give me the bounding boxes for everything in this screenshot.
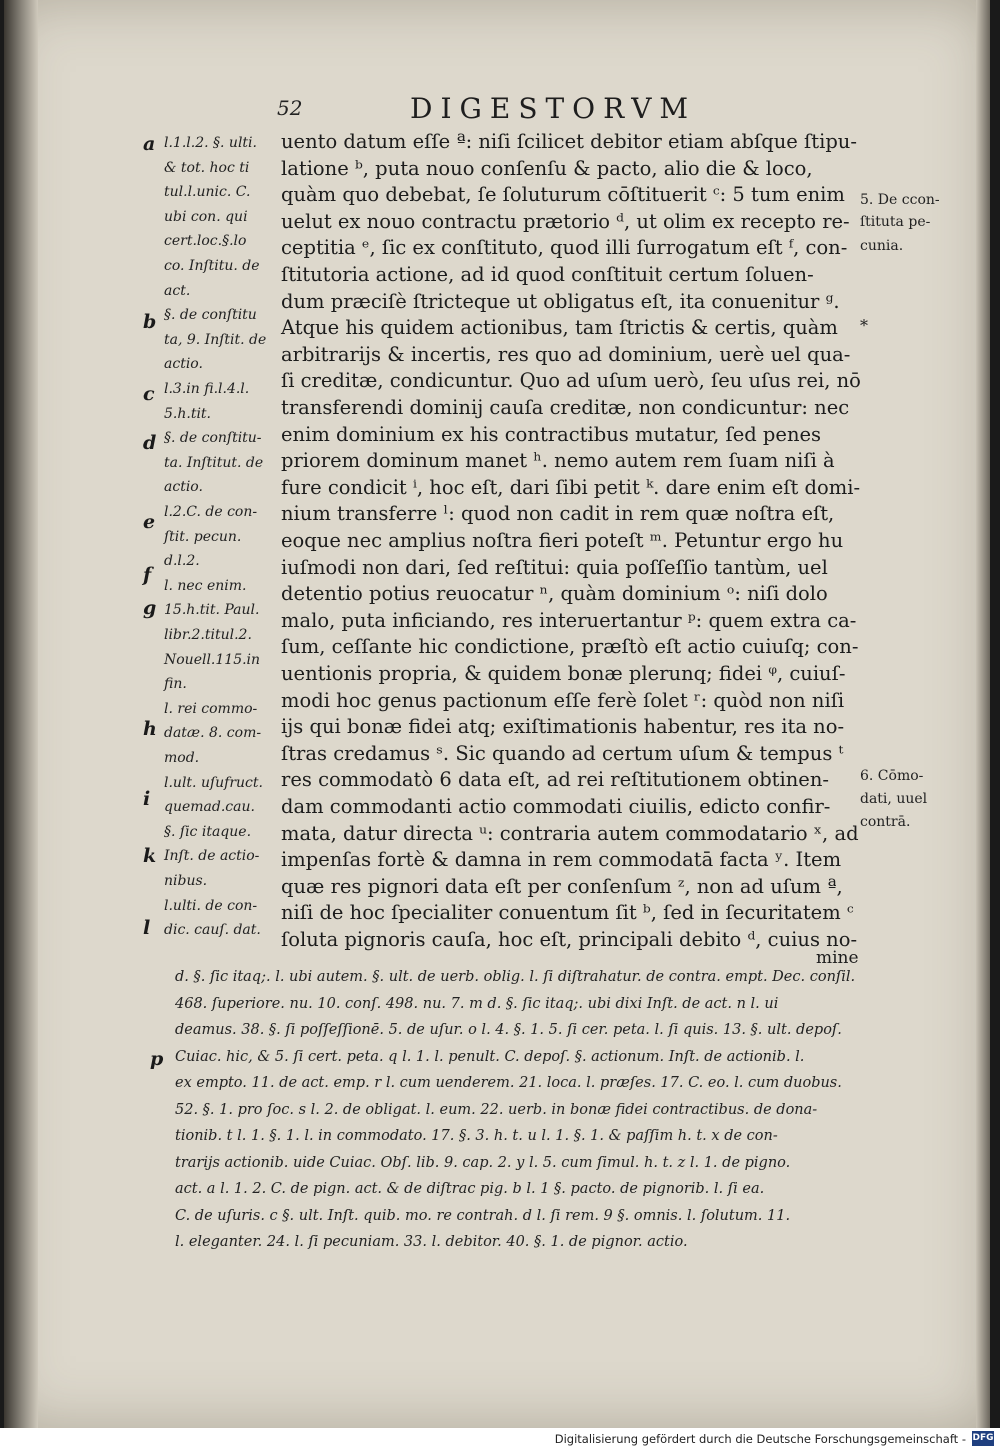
side-note-line: §. ſic itaque.	[164, 823, 252, 840]
text-line: res commodatò 6 data eſt, ad rei reſtitutionem obtinen-	[281, 768, 829, 792]
text-line: fure condicit ⁱ, hoc eſt, dari ſibi petit ᵏ. dare enim eſt domi-	[281, 475, 861, 499]
right-note-line: dati, uuel	[860, 791, 928, 807]
dfg-logo: DFG	[972, 1431, 994, 1446]
right-note-line: contrā.	[860, 814, 911, 830]
bottom-note-line: tionib. t l. 1. §. 1. l. in commodato. 17. §. 3. h. t. u l. 1. §. 1. & paſſim h. t. x de con-	[175, 1128, 778, 1144]
text-line: niſi de hoc ſpecialiter conuentum ſit ᵇ, ſed in ſecuritatem ᶜ	[281, 901, 854, 925]
text-line: arbitrarijs & incertis, res quo ad dominium, uerè uel qua-	[281, 342, 851, 366]
bottom-note-line: 468. ſuperiore. nu. 10. conſ. 498. nu. 7. m d. §. ſic itaq;. ubi dixi Inſt. de act. n l. ui	[175, 995, 779, 1012]
text-line: latione ᵇ, puta nouo conſenſu & pacto, alio die & loco,	[281, 156, 813, 180]
side-note-line: 5.h.tit.	[164, 405, 212, 422]
side-note-line: act.	[164, 282, 191, 299]
side-note-line: d.l.2.	[164, 553, 200, 570]
text-line: ſum, ceſſante hic condictione, præſtò eſt actio cuiuſq; con-	[281, 635, 859, 659]
text-line: eoque nec amplius noſtra fieri poteſt ᵐ. Petuntur ergo hu	[281, 529, 844, 552]
bottom-note-line: d. §. ſic itaq;. l. ubi autem. §. ult. de uerb. oblig. l. ſi diſtrahatur. de contra. empt. Dec. conſil.	[175, 969, 856, 985]
side-note-letter: k	[143, 845, 157, 867]
side-note-line: ſtit. pecun.	[164, 528, 242, 545]
side-note-line: actio.	[164, 479, 203, 496]
text-line: modi hoc genus pactionum eſſe ferè ſolet ʳ: quòd non niſi	[281, 688, 845, 712]
side-note-line: ta. Inſtitut. de	[164, 454, 264, 471]
side-note-line: ta, 9. Inſtit. de	[164, 331, 267, 348]
side-note-line: Nouell.115.in	[164, 651, 261, 668]
side-note-line: 15.h.tit. Paul.	[164, 602, 260, 619]
bottom-note-line: Cuiac. hic, & 5. ſi cert. peta. q l. 1. l. penult. C. depoſ. §. actionum. Inſt. de actionib. l.	[175, 1048, 805, 1065]
text-line: ſi creditæ, condicuntur. Quo ad uſum uerò, ſeu uſus rei, nō	[281, 369, 861, 393]
side-note-letter: a	[143, 133, 156, 155]
side-note-letter: d	[143, 432, 157, 454]
side-note-line: §. de conſtitu-	[164, 430, 262, 447]
margin-asterisk: *	[860, 316, 868, 335]
bottom-note-line: l. eleganter. 24. l. ſi pecuniam. 33. l. debitor. 40. §. 1. de pignor. actio.	[175, 1234, 688, 1250]
side-note-letter: h	[143, 718, 157, 740]
side-note-line: nibus.	[164, 873, 208, 889]
bottom-note-line: trarijs actionib. uide Cuiac. Obſ. lib. 9. cap. 2. y l. 5. cum ſimul. h. t. z l. 1. de pigno.	[175, 1154, 791, 1171]
side-note-line: l.2.C. de con-	[164, 504, 258, 520]
book-spine-shadow	[4, 0, 38, 1428]
side-note-line: Inſt. de actio-	[164, 848, 260, 865]
right-note-line: 6. Cōmo-	[860, 768, 924, 784]
side-note-line: ubi con. qui	[164, 208, 248, 225]
text-line: Atque his quidem actionibus, tam ſtrictis & certis, quàm	[281, 316, 838, 340]
text-line: dum præciſè ſtricteque ut obligatus eſt, ita conuenitur ᵍ.	[281, 289, 840, 313]
text-line: priorem dominum manet ʰ. nemo autem rem ſuam niſi à	[281, 449, 835, 473]
side-note-line: l.ulti. de con-	[164, 897, 258, 914]
side-note-line: libr.2.titul.2.	[164, 627, 252, 643]
right-note-line: 5. De ccon-	[860, 192, 940, 208]
text-line: malo, puta inficiando, res interuertantur ᵖ: quem extra ca-	[281, 608, 857, 632]
text-line: ſtitutoria actione, ad id quod conſtituit certum ſoluen-	[281, 263, 814, 286]
bottom-note-letter: p	[150, 1048, 164, 1070]
side-note-letter: l	[143, 917, 151, 939]
text-line: ſoluta pignoris cauſa, hoc eſt, principali debito ᵈ, cuius no-	[281, 928, 858, 951]
bottom-note-line: ex empto. 11. de act. emp. r l. cum uenderem. 21. loca. l. præſes. 17. C. eo. l. cum duobus.	[175, 1075, 842, 1091]
side-note-letter: g	[143, 597, 157, 619]
text-line: ceptitia ᵉ, ſic ex conſtituto, quod illi ſurrogatum eſt ᶠ, con-	[281, 236, 848, 260]
text-line: nium transferre ˡ: quod non cadit in rem quæ noſtra eſt,	[281, 502, 835, 526]
text-line: transferendi dominij cauſa creditæ, non condicuntur: nec	[281, 396, 850, 419]
side-note-line: l.3.in fi.l.4.l.	[164, 381, 250, 397]
side-note-line: fin.	[164, 676, 187, 693]
catchword: mine	[816, 948, 859, 968]
side-note-line: actio.	[164, 356, 203, 373]
side-note-line: cert.loc.§.lo	[164, 233, 247, 250]
text-line: ſtras credamus ˢ. Sic quando ad certum uſum & tempus ᵗ	[281, 741, 844, 765]
side-note-line: l.1.l.2. §. ulti.	[164, 135, 257, 151]
right-note-line: cunia.	[860, 238, 904, 254]
bottom-note-line: C. de uſuris. c §. ult. Inſt. quib. mo. re contrah. d l. ſi rem. 9 §. omnis. l. ſolutum. 11.	[175, 1207, 791, 1224]
side-note-line: mod.	[164, 750, 200, 766]
side-note-line: quemad.cau.	[164, 799, 255, 816]
text-line: dam commodanti actio commodati ciuilis, edicto confir-	[281, 795, 831, 818]
text-line: enim dominium ex his contractibus mutatur, ſed penes	[281, 422, 822, 446]
text-line: ijs qui bonæ fidei atq; exiſtimationis habentur, res ita no-	[281, 715, 845, 739]
side-note-letter: e	[143, 511, 156, 533]
text-line: detentio potius reuocatur ⁿ, quàm dominium ᵒ: niſi dolo	[281, 582, 828, 606]
side-note-line: datæ. 8. com-	[164, 725, 262, 742]
side-note-letter: f	[143, 564, 152, 586]
footer-bar	[0, 1428, 1000, 1451]
page-edge-shadow	[976, 0, 990, 1428]
right-note-line: ſtituta pe-	[860, 214, 931, 230]
text-line: uelut ex nouo contractu prætorio ᵈ, ut olim ex recepto re-	[281, 209, 850, 233]
side-note-line: co. Inſtitu. de	[164, 258, 260, 274]
side-note-line: dic. cauſ. dat.	[164, 922, 261, 939]
side-note-line: & tot. hoc ti	[164, 159, 250, 176]
side-note-line: l. rei commo-	[164, 700, 258, 717]
side-note-letter: b	[143, 311, 157, 333]
page-number: 52	[277, 96, 303, 120]
bottom-note-line: 52. §. 1. pro ſoc. s l. 2. de obligat. l. eum. 22. uerb. in bonæ fidei contractibus. de dona-	[175, 1101, 818, 1118]
running-title: DIGESTORVM	[410, 92, 697, 125]
text-line: uentionis propria, & quidem bonæ plerunq; fidei ᵠ, cuiuſ-	[281, 662, 846, 685]
text-line: uento datum eſſe ª: niſi ſcilicet debitor etiam abſque ſtipu-	[281, 130, 857, 153]
side-note-line: §. de conſtitu	[164, 307, 257, 324]
text-line: mata, datur directa ᵘ: contraria autem commodatario ˣ, ad	[281, 821, 859, 845]
text-line: iuſmodi non dari, ſed reſtitui: quia poſſeſſio tantùm, uel	[281, 555, 828, 579]
bottom-note-line: act. a l. 1. 2. C. de pign. act. & de diſtrac pig. b l. 1 §. pacto. de pignorib. l. ſi ea.	[175, 1181, 765, 1197]
bottom-note-line: deamus. 38. §. ſi poſſeſſionē. 5. de uſur. o l. 4. §. 1. 5. ſi cer. peta. l. ſi quis. 13. §. ult. depoſ.	[175, 1022, 842, 1038]
footer-credit: Digitalisierung gefördert durch die Deutsche Forschungsgemeinschaft -	[554, 1432, 966, 1446]
text-line: quàm quo debebat, ſe ſoluturum cōſtituerit ᶜ: 5 tum enim	[281, 183, 845, 207]
text-line: impenſas fortè & damna in rem commodatā facta ʸ. Item	[281, 848, 842, 872]
side-note-letter: c	[143, 383, 155, 405]
text-line: quæ res pignori data eſt per conſenſum ᶻ, non ad uſum ª,	[281, 874, 843, 898]
side-note-line: tul.l.unic. C.	[164, 184, 251, 201]
side-note-letter: i	[143, 788, 151, 810]
side-note-line: l. nec enim.	[164, 577, 247, 594]
side-note-line: l.ult. uſufruct.	[164, 774, 263, 791]
